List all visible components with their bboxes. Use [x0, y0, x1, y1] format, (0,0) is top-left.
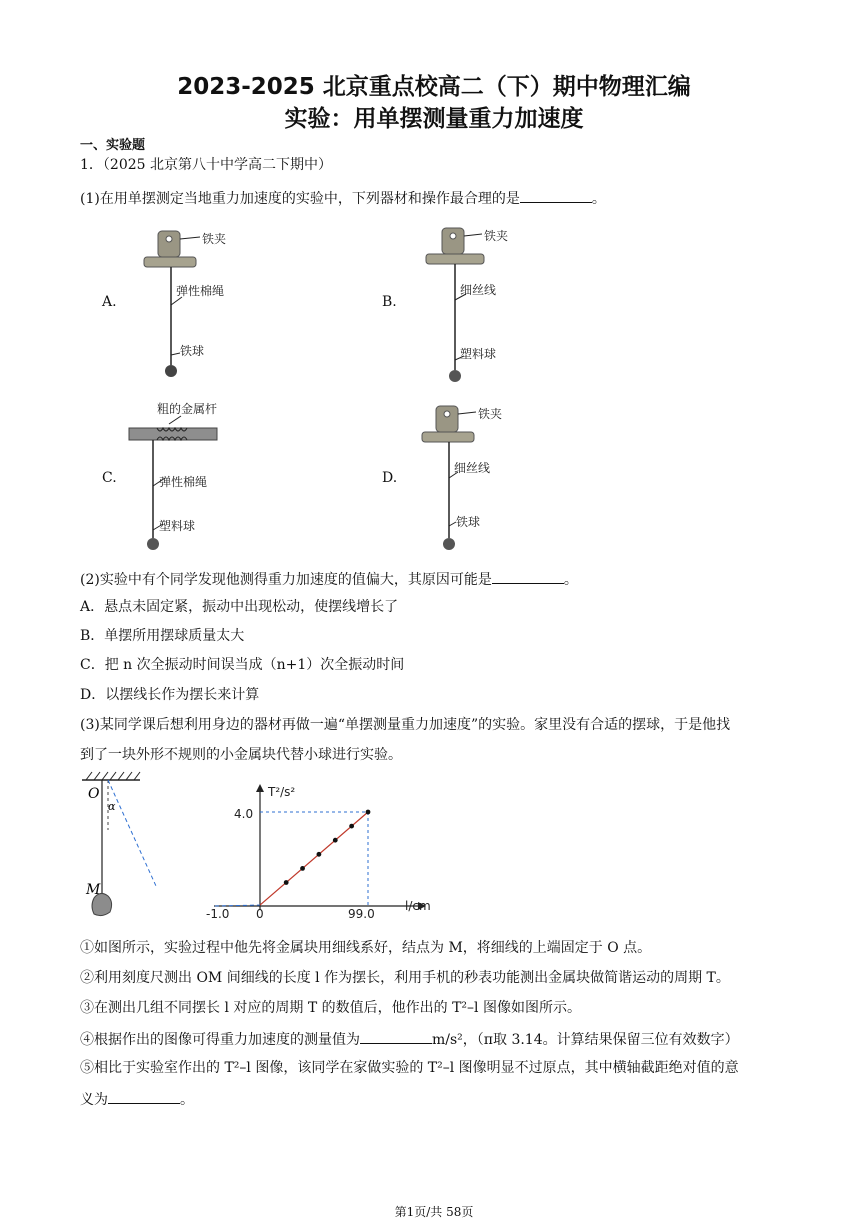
data-point — [300, 866, 305, 871]
option-b-label: B. — [382, 294, 397, 310]
data-point — [284, 880, 289, 885]
option-b-figure — [414, 222, 534, 387]
part1-text: (1)在用单摆测定当地重力加速度的实验中，下列器材和操作最合理的是 。 — [80, 188, 606, 208]
clip-icon — [144, 231, 196, 267]
y-tick-label: 4.0 — [234, 807, 254, 821]
step-5: ⑤相比于实验室作出的 T²–l 图像，该同学在家做实验的 T²–l 图像明显不过原点，其中横轴截距绝对值的意 — [80, 1060, 739, 1076]
clip-icon — [426, 228, 484, 264]
page-title: 2023-2025 北京重点校高二（下）期中物理汇编 — [177, 74, 691, 100]
clip-label: 铁夹 — [202, 232, 227, 246]
x-tick-label: -1.0 — [206, 907, 230, 921]
choice-c: C．把 n 次全振动时间误当成（n+1）次全振动时间 — [80, 657, 405, 673]
string-label: 弹性棉绳 — [159, 475, 208, 489]
ball-label: 塑料球 — [460, 347, 497, 361]
ball-label: 铁球 — [180, 344, 205, 358]
string-label: 弹性棉绳 — [176, 284, 225, 298]
option-d-label: D. — [382, 470, 398, 486]
option-a-figure — [130, 225, 250, 385]
option-d-figure — [408, 400, 528, 555]
page-subtitle: 实验：用单摆测量重力加速度 — [284, 106, 584, 132]
step-3: ③在测出几组不同摆长 l 对应的周期 T 的数值后，他作出的 T²–l 图像如图所示。 — [80, 1000, 581, 1016]
y-axis-arrow — [256, 784, 264, 792]
rod-label: 粗的金属杆 — [157, 402, 218, 416]
part2-text: (2)实验中有个同学发现他测得重力加速度的值偏大，其原因可能是 。 — [80, 569, 578, 589]
answer-blank[interactable] — [492, 569, 564, 584]
clip-icon — [422, 406, 474, 442]
answer-blank[interactable] — [520, 188, 592, 203]
question-source: 1．（2025 北京第八十中学高二下期中） — [80, 157, 332, 173]
x-tick-label: 99.0 — [348, 907, 375, 921]
answer-blank[interactable] — [108, 1089, 180, 1104]
x-tick-label: 0 — [256, 907, 264, 921]
option-c-figure — [125, 398, 245, 558]
part3-intro-2: 到了一块外形不规则的小金属块代替小球进行实验。 — [80, 747, 402, 763]
section-heading: 一、实验题 — [80, 138, 146, 153]
ball-label: 铁球 — [456, 515, 481, 529]
angle-alpha-label: α — [108, 800, 116, 813]
clip-label: 铁夹 — [484, 229, 509, 243]
string-label: 细丝线 — [454, 461, 491, 475]
metal-rod-icon — [129, 428, 217, 440]
string-label: 细丝线 — [460, 283, 497, 297]
step-5-cont: 义为 。 — [80, 1089, 194, 1109]
y-axis-label: T²/s² — [268, 785, 296, 799]
x-axis-label: l/cm — [405, 899, 431, 913]
option-a-label: A. — [102, 294, 117, 310]
ball-label: 塑料球 — [159, 519, 196, 533]
choice-b: B．单摆所用摆球质量太大 — [80, 628, 245, 644]
clip-label: 铁夹 — [478, 407, 503, 421]
point-m-label: M — [86, 882, 101, 898]
t2-l-chart — [200, 778, 450, 928]
page-footer: 第1页/共 58页 — [394, 1205, 474, 1219]
point-o-label: O — [88, 786, 100, 802]
answer-blank[interactable] — [360, 1029, 432, 1044]
data-point — [317, 852, 322, 857]
choice-a: A．悬点未固定紧，振动中出现松动，使摆线增长了 — [80, 599, 399, 615]
step-1: ①如图所示，实验过程中他先将金属块用细线系好，结点为 M，将细线的上端固定于 O 点。 — [80, 940, 652, 956]
data-point — [333, 838, 338, 843]
pendulum-figure — [80, 770, 180, 930]
choice-d: D．以摆线长作为摆长来计算 — [80, 687, 260, 703]
data-point — [366, 810, 371, 815]
data-point — [349, 824, 354, 829]
step-4: ④根据作出的图像可得重力加速度的测量值为 m/s²，（π取 3.14。计算结果保留三位有效数字） — [80, 1029, 739, 1049]
part3-intro-1: (3)某同学课后想利用身边的器材再做一遍“单摆测量重力加速度”的实验。家里没有合适的摆球，于是他找 — [80, 717, 731, 733]
option-c-label: C. — [102, 470, 117, 486]
step-2: ②利用刻度尺测出 OM 间细线的长度 l 作为摆长，利用手机的秒表功能测出金属块做简谐运动的周期 T。 — [80, 970, 730, 986]
